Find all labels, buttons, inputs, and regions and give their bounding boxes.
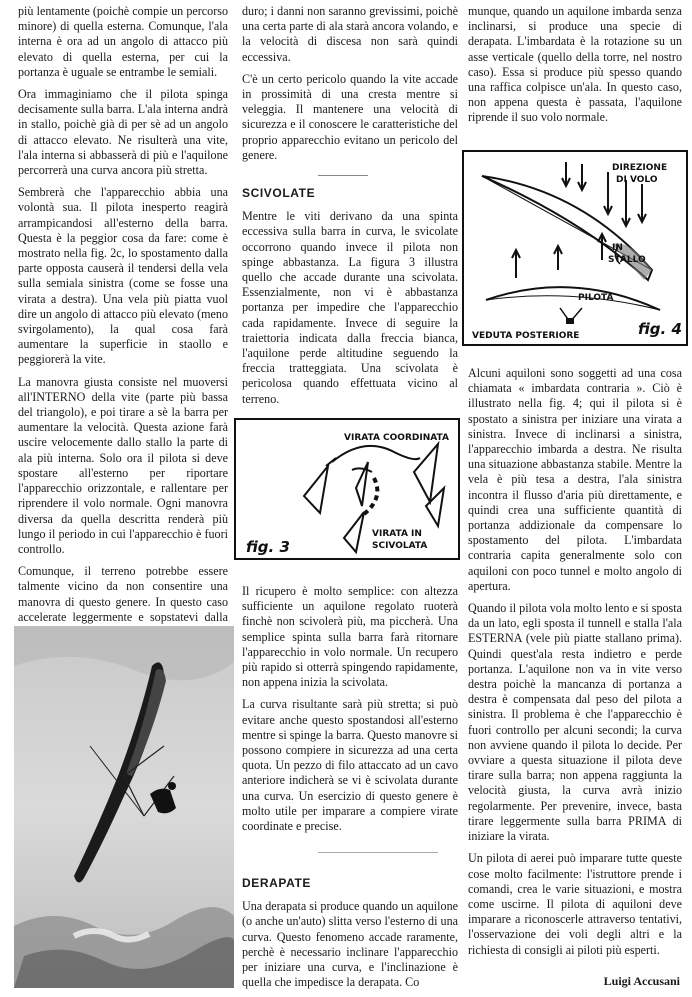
author-signature: Luigi Accusani <box>603 974 680 988</box>
fig4-number: fig. 4 <box>638 320 682 338</box>
middle-paragraph: Mentre le viti derivano da una spinta eccessiva sulla barra in curva, le svicolate occorrono quando invece il pilota non spinge abbastanza. La figura 3 illustra quello che accade durante una scivolata. Essenzialmente, non vi è abbastanza portanza per impedire che l'apparecchio cada rapidamente. Invece di seguire la traiettoria indicata dalla freccia bianca, l'aquilone perde altitudine seguendo la freccia tratteggiata. Una scivolata è pericolosa quando effettuata vicino al terreno. <box>242 209 458 406</box>
right-column-top <box>468 4 682 133</box>
middle-paragraph: duro; i danni non saranno grevissimi, poichè una certa parte di ala starà ancora volando, e la velocità di discesa non sarà quindi eccessiva. <box>242 4 458 64</box>
figure-4 <box>462 150 688 346</box>
section-heading: SCIVOLATE <box>242 186 316 200</box>
left-paragraph: Comunque, il terreno potrebbe essere talmente vicino da non consentire una manovra di questo genere. In questo caso accelerate leggermente e sopstatevi dalla <box>18 564 228 624</box>
right-paragraph: Un pilota di aerei può imparare tutte queste cose molto facilmente: l'istruttore prende i comandi, crea le varie situazioni, e mostra come uscirne. Il pilota di aquiloni deve imparare a riconoscerle attraverso tentativi, l'osservazione dei voli degli altri e la richiesta di consigli ai piloti più esperti. <box>468 851 682 957</box>
fig4-rear-view-label: VEDUTA POSTERIORE <box>472 331 580 341</box>
right-paragraph: munque, quando un aquilone imbarda senza inclinarsi, si produce una specie di derapata. L'imbardata è la rotazione su un asse verticale (quello della torre, nel nostro caso). Essa si produce più spesso quando una raffica colpisce un'ala. In questo caso, non appena questa è passata, l'aquilone riprende il suo volo normale. <box>468 4 682 125</box>
hang-glider-photo <box>14 626 234 988</box>
fig4-pilot-label: PILOTA <box>578 293 614 303</box>
figure-3 <box>234 418 460 560</box>
left-paragraph: Ora immaginiamo che il pilota spinga decisamente sulla barra. L'ala interna andrà in stallo, poichè già di per sè ad un angolo di attacco elevato. Ne risulterà una vite, l'ala interna si abbasserà di più e l'aquilone percorrerà una curva ancora più stretta. <box>18 87 228 178</box>
right-column-bottom <box>468 366 682 965</box>
section-heading: DERAPATE <box>242 876 312 890</box>
fig4-direction-label-1: DIREZIONE <box>612 163 668 173</box>
fig4-stall-label-2: STALLO <box>608 255 646 265</box>
fig3-number: fig. 3 <box>246 538 290 556</box>
middle-column-top <box>242 4 458 170</box>
left-paragraph: La manovra giusta consiste nel muoversi all'INTERNO della vite (parte più bassa del triangolo), e poi tirare a sè la barra per aumentare la velocità. Questa azione farà uscire velocemente dallo stallo la parte di ala più interna. Solo ora il pilota si deve spostare all'esterno per riportare l'apparecchio orizzontale, e rallentare per riprendere il volo normale. Ogni manovra diversa da quella descritta renderà più lungo il periodo in cui l'apparecchio è fuori controllo. <box>18 374 228 556</box>
left-column <box>18 4 228 662</box>
middle-paragraph: Il ricupero è molto semplice: con altezza sufficiente un aquilone regolato ruoterà finchè non scivolerà più, ma piccherà. Una semplice spinta sulla barra farà ritornare l'apparecchio in volo normale. Un recupero più rapido si otterrà spingendo rapidamente, non appena inizia la scivolata. <box>242 584 458 690</box>
fig3-coordinated-label: VIRATA COORDINATA <box>344 433 449 443</box>
scivolate-section <box>242 186 458 414</box>
fig3-slip-label-1: VIRATA IN <box>372 529 422 539</box>
right-paragraph: Alcuni aquiloni sono soggetti ad una cosa chiamata « imbardata contraria ». Ciò è illustrato nella fig. 4; qui il pilota si è spostato a sinistra per iniziare una virata a sinistra. Invece di inclinarsi a sinistra, l'apparecchio imbarda a destra. Ne risulta una situazione abbastanza stabile. Mentre la vela è più tesa a destra, l'ala sinistra incontra il flusso d'aria più direttamente, e quindi crea una sufficiente quantità di portanza addizionale da compensare lo spostamento del pilota. L'imbardata contraria capita generalmente solo con aquiloni con poco tunnel e molto angolo di apertura. <box>468 366 682 593</box>
right-paragraph: Quando il pilota vola molto lento e si sposta da un lato, egli sposta il tunnell e stalla l'ala ESTERNA (vele più piatte stallano prima). Quindi quest'ala resta indietro e perde portanza. L'aquilone non va in vite verso destra poichè la mancanza di portanza a destra è compensata dal peso del pilota a sinistra. Il problema è che l'apparecchio è fuori controllo per alcuni secondi; la curva non avviene quando il pilota lo decide. Per ovviare a questa situazione il pilota deve tirare sulla barra; non appena raggiunta la velocità giusta, la curva avrà inizio regolarmente. Per prevenire, invece, basta tirare leggermente sulla barra PRIMA di iniziare la virata. <box>468 601 682 844</box>
fig3-slip-label-2: SCIVOLATA <box>372 541 428 551</box>
middle-paragraph: Una derapata si produce quando un aquilone (o anche un'auto) slitta verso l'esterno di una curva. Questo fenomeno accade raramente, perchè è necessario inclinare l'apparecchio per iniziare una curva, e l'inclinazione è quella che impedisce la derapata. Co <box>242 899 458 990</box>
section-divider <box>318 175 368 176</box>
section-divider <box>318 852 438 853</box>
fig4-direction-label-2: DI VOLO <box>616 175 658 185</box>
left-paragraph: Sembrerà che l'apparecchio abbia una volontà sua. Il pilota inesperto reagirà arrampicandosi all'esterno della barra. Questa è la peggior cosa da fare: come è mostrato nella fig. 2c, lo spostamento dalla parte opposta causerà il tendersi della vela sulla semiala sinistra (come se fosse una virata a destra). Una vela più piatta vuol dire un angolo di attacco più elevato (meno svirgolamento), la qual cosa farà aumentare la superficie in staollo e peggiorerà la vite. <box>18 185 228 367</box>
middle-paragraph: C'è un certo pericolo quando la vite accade in prossimità di una cresta mentre si veleggia. Il mantenere una velocità di sicurezza e il conoscere le caratteristiche del proprio apparecchio evitano un pericolo del genere. <box>242 71 458 162</box>
derapate-section <box>242 876 458 997</box>
left-paragraph: più lentamente (poichè compie un percorso minore) di quella esterna. Comunque, l'ala interna è ora ad un angolo di attacco più elevato di quella esterna, per cui la portanza è uguale se entrambe le semiali. <box>18 4 228 79</box>
middle-column-bottom <box>242 584 458 841</box>
middle-paragraph: La curva risultante sarà più stretta; si può evitare anche questo spostandosi all'esterno mentre si spinge la barra. Questo manovre si possono compiere in sicurezza ad una certa quota. Un pezzo di filo attaccato ad un cavo anteriore indicherà se vi è scivolata durante una curva. Un esercizio di questo genere è molto utile per imparare a compiere virate coordinate e precise. <box>242 697 458 834</box>
fig4-stall-label-1: IN <box>612 243 623 253</box>
